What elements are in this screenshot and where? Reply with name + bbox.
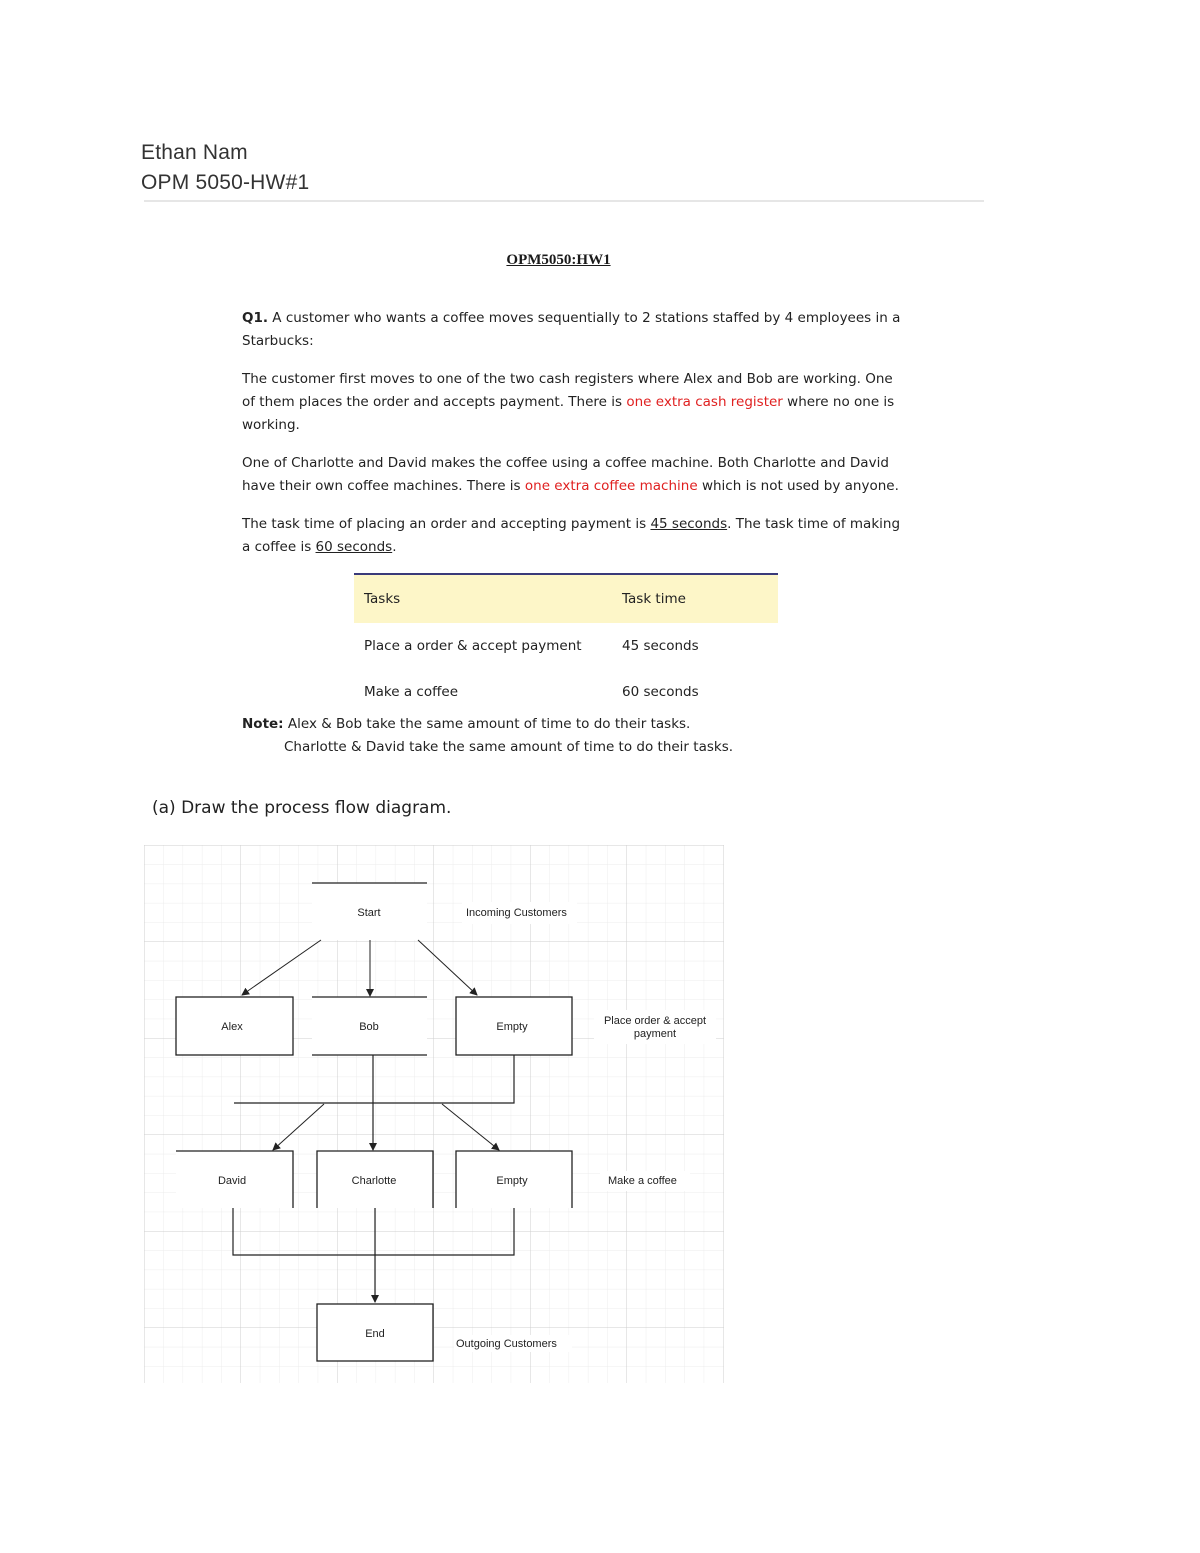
table-row xyxy=(354,669,778,715)
p2-line2-a: of them places the order and accepts payment. There is xyxy=(242,394,627,410)
station1-label-line2: payment xyxy=(633,1028,677,1040)
q1-paragraph-times xyxy=(242,513,902,559)
station2-label: Make a coffee xyxy=(608,1175,677,1187)
process-flow-diagram xyxy=(144,845,724,1383)
p4-line2-a: a coffee is xyxy=(242,539,316,555)
author-name: Ethan Nam xyxy=(141,141,248,164)
start-label: Start xyxy=(357,907,381,919)
table-header-tasks: Tasks xyxy=(354,574,612,623)
table-cell-time: 60 seconds xyxy=(622,684,699,700)
p4-line1-b: . The task time of making xyxy=(727,516,901,532)
p3-line2-a: have their own coffee machines. There is xyxy=(242,478,525,494)
order-time-value: 45 seconds xyxy=(650,516,728,532)
charlotte-label: Charlotte xyxy=(351,1175,397,1187)
p4-line2-b: . xyxy=(392,539,397,555)
table-cell-time: 45 seconds xyxy=(622,638,699,654)
outgoing-customers-label: Outgoing Customers xyxy=(456,1338,557,1350)
table-header-row xyxy=(354,574,778,623)
q1-paragraph-registers xyxy=(242,368,902,437)
alex-label: Alex xyxy=(221,1021,243,1033)
coffee-time-value: 60 seconds xyxy=(315,539,393,555)
table-cell-task: Place a order & accept payment xyxy=(364,638,582,654)
table-header-task-time: Task time xyxy=(612,574,778,623)
p4-line1-a: The task time of placing an order and accepting payment is xyxy=(242,516,651,532)
note-line2: Charlotte & David take the same amount of time to do their tasks. xyxy=(284,739,734,755)
note-line1 xyxy=(242,716,690,732)
empty-machine-label: Empty xyxy=(496,1175,528,1187)
task-time-table xyxy=(354,573,778,715)
q1-label: Q1. xyxy=(242,310,268,326)
q1-intro xyxy=(242,307,902,353)
station1-label-line1: Place order & accept xyxy=(603,1015,707,1027)
grid-background xyxy=(144,845,724,1383)
note-label: Note: xyxy=(242,716,284,732)
part-a-heading: (a) Draw the process flow diagram. xyxy=(152,798,452,818)
table-row xyxy=(354,623,778,669)
bob-label: Bob xyxy=(359,1021,379,1033)
q1-intro-line1: A customer who wants a coffee moves sequentially to 2 stations staffed by 4 employees in a xyxy=(272,310,901,326)
note-text1: Alex & Bob take the same amount of time to do their tasks. xyxy=(283,716,691,732)
p3-line1: One of Charlotte and David makes the coffee using a coffee machine. Both Charlotte and David xyxy=(242,455,889,471)
incoming-customers-label: Incoming Customers xyxy=(466,907,567,919)
table-cell-task: Make a coffee xyxy=(364,684,459,700)
david-label: David xyxy=(217,1175,247,1187)
p2-line2-b: where no one is xyxy=(782,394,895,410)
extra-machine-highlight: one extra coffee machine xyxy=(524,478,698,494)
p3-line2-b: which is not used by anyone. xyxy=(697,478,899,494)
p2-line3: working. xyxy=(242,417,300,433)
p2-line1: The customer first moves to one of the two cash registers where Alex and Bob are working. One xyxy=(242,371,893,387)
extra-register-highlight: one extra cash register xyxy=(626,394,783,410)
document-title: OPM5050:HW1 xyxy=(506,252,611,268)
q1-paragraph-machines xyxy=(242,452,902,498)
empty-register-label: Empty xyxy=(496,1021,528,1033)
course-title: OPM 5050-HW#1 xyxy=(141,171,310,194)
end-label: End xyxy=(365,1328,385,1340)
header-divider xyxy=(144,200,984,202)
q1-intro-line2: Starbucks: xyxy=(242,333,314,349)
